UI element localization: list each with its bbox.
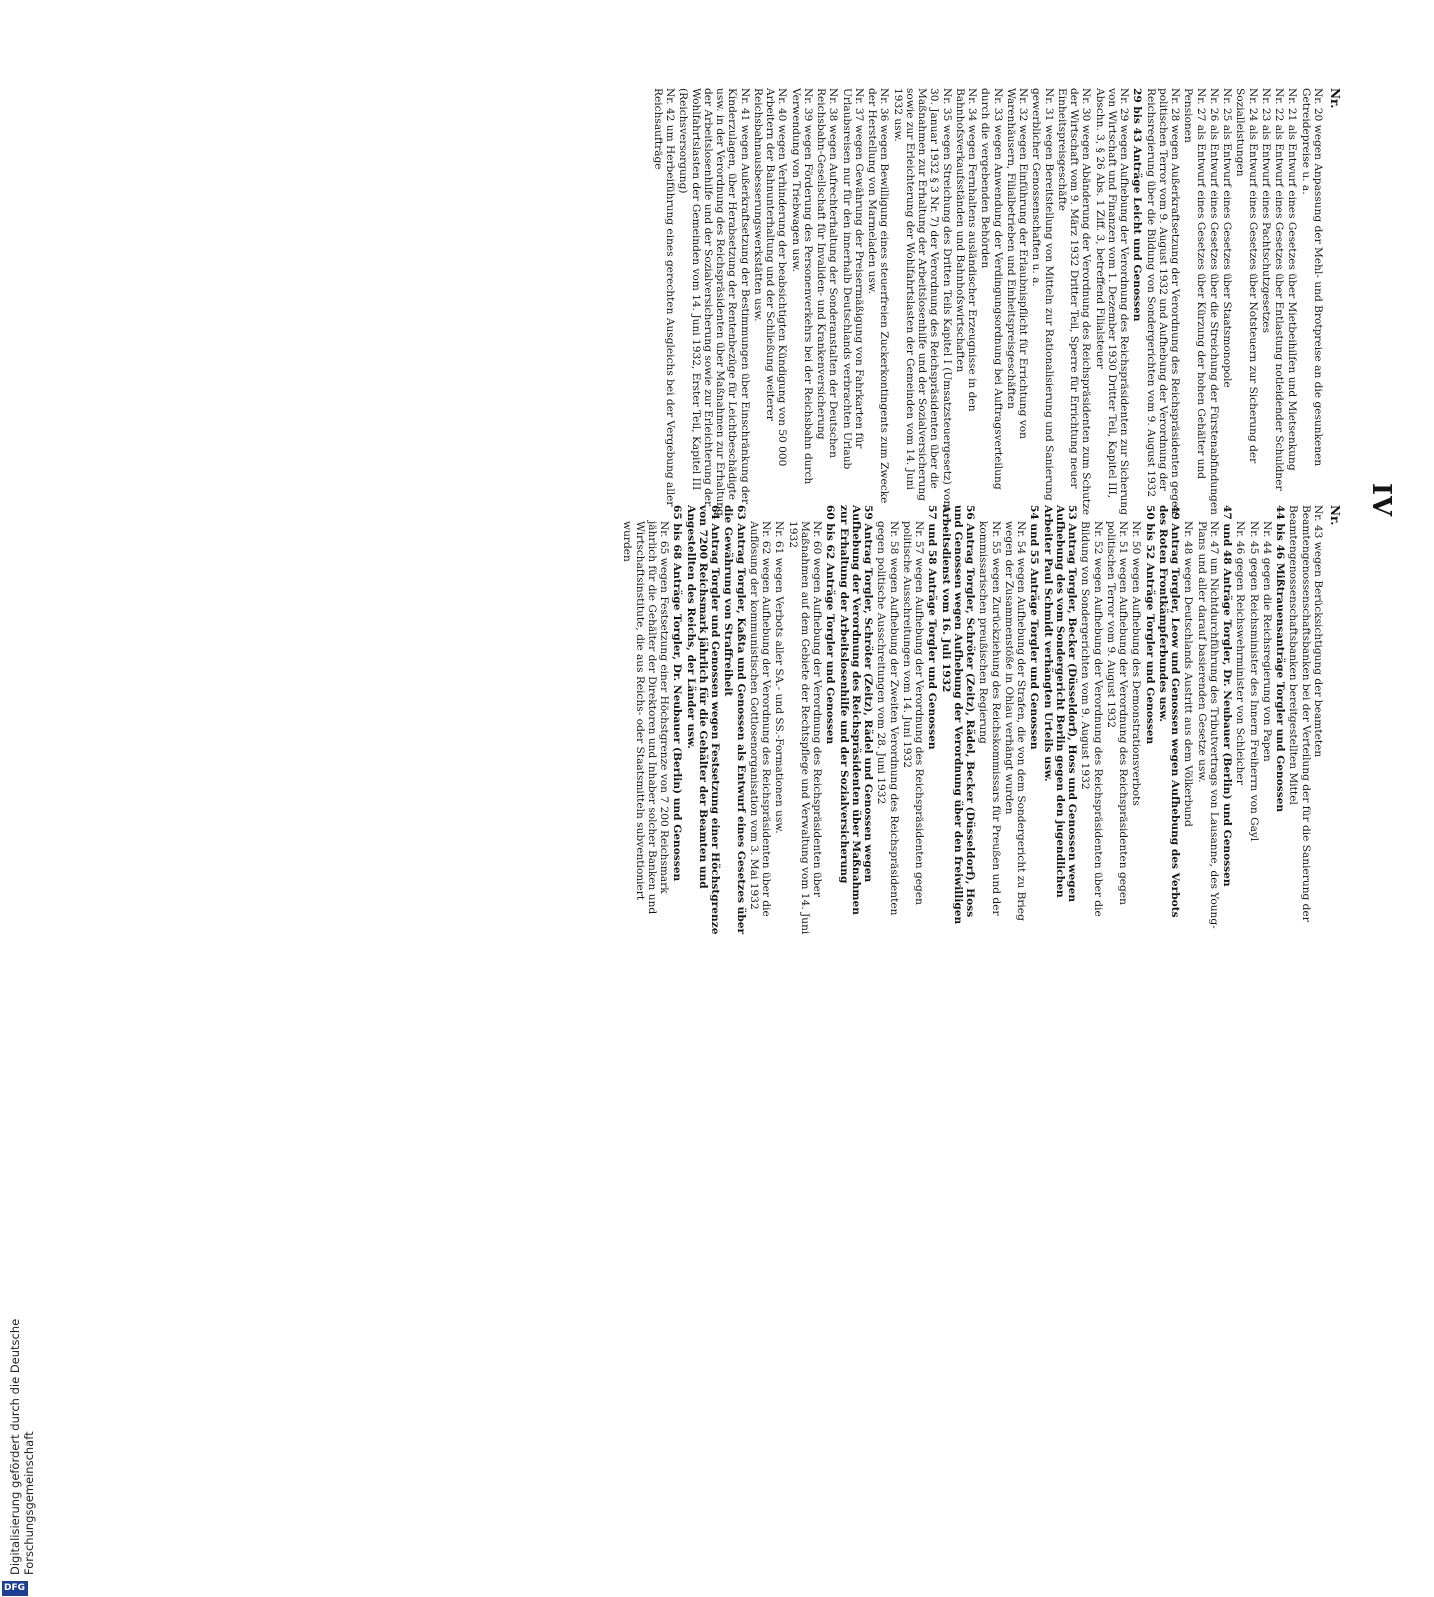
- entry-item: Nr. 51 wegen Aufhebung der Verordnung des Reichspräsidenten gegen politischen Terror vom 9. August 1932: [1105, 521, 1130, 905]
- entry-group-heading: 57 und 58 Anträge Torgler und Genossen: [926, 505, 939, 750]
- entry-item: Nr. 55 wegen Zurückziehung des Reichskommissars für Preußen und der kommissarischen preußischen Regierung: [977, 521, 1002, 916]
- entry-group-heading: 29 bis 43 Anträge Leicht und Genossen: [1131, 88, 1144, 322]
- column-header-right: Nr.: [1328, 505, 1342, 526]
- entry-group-heading: 65 bis 68 Anträge Torgler, Dr. Neubauer (Berlin) und Genossen: [671, 505, 684, 882]
- right-column: [620, 505, 1324, 935]
- entry-item: Nr. 40 wegen Verhinderung der beabsichtigten Kündigung von 50 000 Arbeitern der Bahnunterhaltung und der Schließung weiterer Reichsbahnausbesserungswerkstätten usw.: [752, 88, 789, 467]
- entry-item: Nr. 27 als Entwurf eines Gesetzes über Kürzung der hohen Gehälter und Pensionen: [1182, 88, 1207, 480]
- entry-item: Nr. 23 als Entwurf eines Pachtschutzgesetzes: [1260, 88, 1272, 334]
- entry-item: Nr. 54 wegen Aufhebung der Strafen, die von dem Sondergericht zu Brieg wegen der Zusammenstöße in Ohlau verhängt wurden: [1003, 521, 1028, 921]
- entry-item: Nr. 41 wegen Außerkraftsetzung der Bestimmungen über Einschränkung der Kinderzulagen, über Herabsetzung der Rentenbezüge für Leichtbeschädigte usw. in der Verordnung des Reichspräsidenten über Maßnahmen zur Erhaltung der Arbeitslosenhilfe und der Sozialversicherung sowie zur Erleichterung der Wohlfahrtslasten der Gemeinden vom 14. Juni 1932, Erster Teil, Kapitel III (Reichsversorgung): [677, 88, 751, 516]
- left-column: [651, 88, 1324, 518]
- entry-item: Nr. 21 als Entwurf eines Gesetzes über Mietbeihilfen und Mietsenkung: [1286, 88, 1299, 471]
- entry-group-heading: 49 Antrag Torgler, Leow und Genossen wegen Aufhebung des Verbots des Roten Frontkämpferbundes usw.: [1157, 505, 1182, 918]
- entry-item: Nr. 58 wegen Aufhebung der Zweiten Verordnung des Reichspräsidenten gegen politische Ausschreitungen vom 28. Juni 1932: [875, 521, 900, 916]
- entry-item: Nr. 20 wegen Anpassung der Mehl- und Brotpreise an die gesunkenen Getreidepreise u. a.: [1299, 88, 1324, 467]
- entry-item: Nr. 46 gegen Reichswehrminister von Schleicher: [1234, 521, 1247, 785]
- entry-group-heading: 59 Antrag Torgler, Schröter (Zeitz), Rädel und Genossen wegen Aufhebung der Verordnung des Reichspräsidenten über Maßnahmen zur Erhaltung der Arbeitslosenhilfe und der Sozialversicherung: [837, 505, 875, 915]
- entry-item: Nr. 34 wegen Fernhaltens ausländischer Erzeugnisse in den Bahnhofsverkaufsständen und Bahnhofswirtschaften: [954, 88, 979, 412]
- entry-item: Nr. 61 wegen Verbots aller SA.- und SS.-Formationen usw.: [773, 521, 786, 834]
- entry-group-heading: 56 Antrag Torgler, Schröter (Zeitz), Rädel, Becker (Düsseldorf), Hoss und Genossen wegen Aufhebung der Verordnung über den freiwilligen Arbeitsdienst vom 16. Juli 1932: [939, 505, 977, 925]
- entry-item: Nr. 36 wegen Bewilligung eines steuerfreien Zuckerkontingents zum Zwecke der Herstellung von Marmeladen usw.: [866, 88, 891, 504]
- entry-item: Nr. 26 als Entwurf eines Gesetzes über die Streichung der Fürstenabfindungen: [1208, 88, 1220, 515]
- entry-item: Nr. 57 wegen Aufhebung der Verordnung des Reichspräsidenten gegen politische Ausschreitungen vom 14. Juni 1932: [901, 521, 926, 905]
- entry-item: Nr. 35 wegen Streichung des Dritten Teils Kapitel I (Umsatzsteuergesetz) vom 30. Januar 1932 § 3 Nr. 7) der Verordnung des Reichspräsidenten über die Maßnahmen zur Erhaltung der Arbeitslosenhilfe und der Sozialversicherung sowie zur Erleichterung der Wohlfahrtslasten der Gemeinden vom 14. Juni 1932 usw.: [891, 88, 953, 511]
- column-header-left: Nr.: [1328, 88, 1342, 109]
- footer-strip: [2, 1197, 36, 1597]
- entry-group-heading: 64 Antrag Torgler und Genossen wegen Festsetzung einer Höchstgrenze von 7200 Reichsmark jährlich für die Gehälter der Beamten und Angestellten des Reichs, der Länder usw.: [684, 505, 722, 935]
- entry-item: Nr. 33 wegen Anwendung der Verdingungsordnung bei Auftragsverteilung durch die vergebenden Behörden: [979, 88, 1004, 490]
- entry-item: Nr. 60 wegen Aufhebung der Verordnung des Reichspräsidenten über Maßnahmen auf dem Gebiete der Rechtspflege und Verwaltung vom 14. Juni 1932: [786, 521, 824, 935]
- page-numeral: IV: [1366, 482, 1396, 518]
- entry-group-heading: 54 und 55 Anträge Torgler und Genossen: [1028, 505, 1041, 750]
- entry-item: Nr. 62 wegen Aufhebung der Verordnung des Reichspräsidenten über die Auflösung der kommunistischen Gottlosenorganisation vom 3. Mai 1932: [748, 521, 773, 917]
- entry-item: Nr. 52 wegen Aufhebung der Verordnung des Reichspräsidenten über die Bildung von Sondergerichten vom 9. August 1932: [1079, 521, 1104, 917]
- entry-item: Nr. 65 wegen Festsetzung einer Höchstgrenze von 7 200 Reichsmark jährlich für die Gehälter der Direktoren und Inhaber solcher Banken und Wirtschaftsinstitute, die aus Reichs- oder Staatsmitteln subventioniert wurden: [621, 521, 671, 915]
- entry-item: Nr. 24 als Entwurf eines Gesetzes über Notsteuern zur Sicherung der Sozialleistungen: [1234, 88, 1259, 464]
- entry-item: Nr. 38 wegen Aufrechterhaltung der Sonderanstalten der Deutschen Reichsbahn-Gesellschaft für Invaliden- und Krankenversicherung: [815, 88, 840, 458]
- entry-item: Nr. 37 wegen Gewährung der Preisermäßigung von Fahrkarten für Urlaubsreisen nur für den innerhalb Deutschlands verbrachten Urlaub: [840, 88, 865, 470]
- entry-item: Nr. 43 wegen Berücksichtigung der beamteten Beamtengenossenschaftsbanken bei der Verteilung der für die Sanierung der Beamtengenossenschaftsbanken bereitgestellten Mittel: [1287, 505, 1324, 922]
- entry-item: Nr. 47 um Nichtdurchführung des Tributvertrags von Lausanne, des Young-Plans und aller darauf basierenden Gesetze usw.: [1195, 521, 1220, 929]
- entry-item: Nr. 30 wegen Abänderung der Verordnung des Reichspräsidenten zum Schutze der Wirtschaft vom 9. März 1932 Dritter Teil, Sperre für Errichtung neuer Einheitspreisgeschäfte: [1056, 88, 1093, 516]
- entry-item: Nr. 48 wegen Deutschlands Austritt aus dem Völkerbund: [1182, 521, 1195, 827]
- entry-group-heading: 47 und 48 Anträge Torgler, Dr. Neubauer (Berlin) und Genossen: [1221, 505, 1234, 887]
- entry-item: Nr. 42 um Herbeiführung eines gerechten Ausgleichs bei der Vergebung aller Reichsaufträge: [652, 88, 677, 507]
- entry-group-heading: 50 bis 52 Anträge Torgler und Genossen: [1143, 505, 1156, 745]
- entry-item: Nr. 44 gegen die Reichsregierung von Papen: [1261, 521, 1273, 762]
- entry-item: Nr. 22 als Entwurf eines Gesetzes über Entlastung notleidender Schuldner: [1273, 88, 1286, 491]
- dfg-logo: DFG: [2, 1581, 28, 1596]
- entry-item: Nr. 25 als Entwurf eines Gesetzes über Staatsmonopole: [1221, 88, 1234, 388]
- entry-item: Nr. 39 wegen Förderung des Personenverkehrs bei der Reichsbahn durch Verwendung von Triebwagen usw.: [789, 88, 814, 485]
- entry-group-heading: 63 Antrag Torgler, Kaßta und Genossen als Entwurf eines Gesetzes über die Gewährung von Straffreiheit: [722, 505, 747, 935]
- entry-item: Nr. 29 wegen Aufhebung der Verordnung des Reichspräsidenten zur Sicherung von Wirtschaft und Finanzen vom 1. Dezember 1930 Dritter Teil, Kapitel III, Abschn. 3, § 26 Abs. 1 Ziff. 3, betreffend Filialsteuer: [1093, 88, 1131, 515]
- entry-item: Nr. 28 wegen Außerkraftsetzung der Verordnung des Reichspräsidenten gegen politischen Terror vom 9. August 1932 und Aufhebung der Verordnung der Reichsregierung über die Bildung von Sondergerichten vom 9. August 1932: [1144, 88, 1182, 515]
- entry-item: Nr. 50 wegen Aufhebung des Demonstrationsverbots: [1130, 521, 1143, 806]
- entry-group-heading: 60 bis 62 Anträge Torgler und Genossen: [824, 505, 837, 745]
- footer-credit: Digitalisierung gefördert durch die Deutsche Forschungsgemeinschaft: [8, 1318, 36, 1575]
- entry-item: Nr. 31 wegen Bereitstellung von Mitteln zur Rationalisierung und Sanierung gewerblicher Genossenschaften u. a.: [1030, 88, 1055, 501]
- entry-item: Nr. 45 gegen Reichsminister des Innern Freiherrn von Gayl: [1247, 521, 1260, 842]
- entry-item: Nr. 32 wegen Einführung der Erlaubnispflicht für Errichtung von Warenhäusern, Filialbetrieben und Einheitspreisgeschäften: [1005, 88, 1030, 439]
- entry-group-heading: 44 bis 46 Mißtrauensanträge Torgler und Genossen: [1274, 505, 1287, 813]
- entry-group-heading: 53 Antrag Torgler, Becker (Düsseldorf), Hoss und Genossen wegen Aufhebung des vom Sondergericht Berlin gegen den jugendlichen Arbeiter Paul Schmidt verhängten Urteils usw.: [1041, 505, 1079, 903]
